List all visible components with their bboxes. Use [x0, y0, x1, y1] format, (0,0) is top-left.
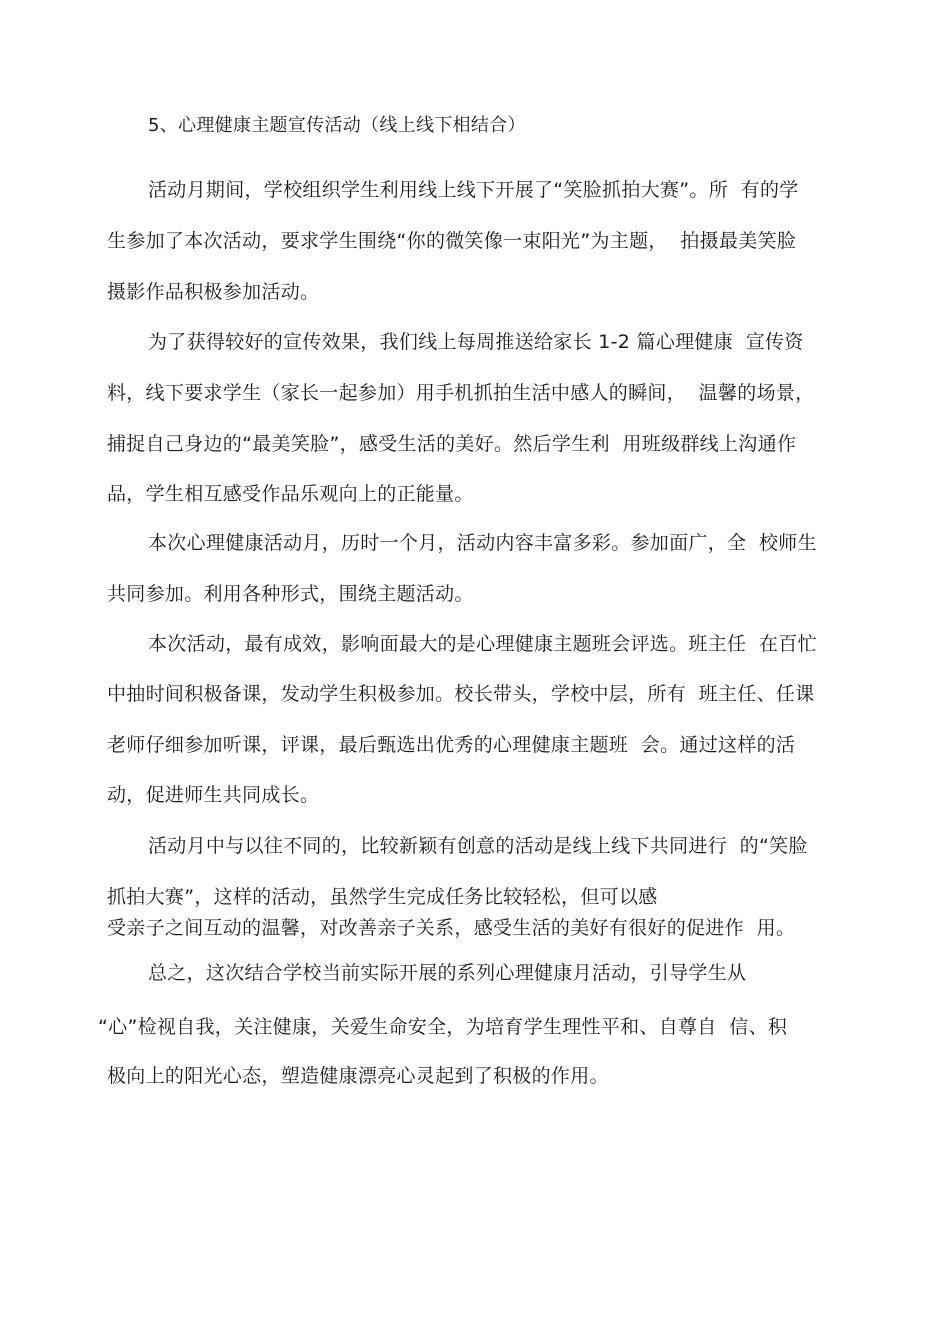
paragraph-line: 动，促进师生共同成长。 [107, 784, 320, 806]
paragraph-line: 活动月期间，学校组织学生利用线上线下开展了“笑脸抓拍大赛”。所 有的学 [148, 179, 799, 201]
paragraph-line: “心”检视自我，关注健康，关爱生命安全，为培育学生理性平和、自尊自 信、积 [98, 1016, 788, 1038]
paragraph-line: 抓拍大赛”，这样的活动，虽然学生完成任务比较轻松，但可以感 [107, 886, 658, 908]
paragraph-line: 为了获得较好的宣传效果，我们线上每周推送给家长 1-2 篇心理健康 宣传资 [148, 331, 804, 353]
paragraph-line: 中抽时间积极备课，发动学生积极参加。校长带头，学校中层，所有 班主任、任课 [107, 683, 815, 705]
paragraph-line: 摄影作品积极参加活动。 [107, 281, 320, 303]
paragraph-line: 品，学生相互感受作品乐观向上的正能量。 [107, 483, 474, 505]
section-heading: 5、心理健康主题宣传活动（线上线下相结合） [148, 115, 526, 136]
paragraph-line: 本次心理健康活动月，历时一个月，活动内容丰富多彩。参加面广，全 校师生 [148, 532, 817, 554]
paragraph-line: 老师仔细参加听课，评课，最后甄选出优秀的心理健康主题班 会。通过这样的活 [107, 734, 796, 756]
paragraph-line: 捕捉自己身边的“最美笑脸”，感受生活的美好。然后学生利 用班级群线上沟通作 [107, 433, 797, 455]
paragraph-line: 本次活动，最有成效，影响面最大的是心理健康主题班会评选。班主任 在百忙 [148, 633, 817, 655]
paragraph-line: 受亲子之间互动的温馨，对改善亲子关系，感受生活的美好有很好的促进作 用。 [107, 917, 796, 939]
paragraph-line: 活动月中与以往不同的，比较新颖有创意的活动是线上线下共同进行 的“笑脸 [148, 835, 808, 857]
paragraph-line: 生参加了本次活动，要求学生围绕“你的微笑像一束阳光”为主题， 拍摄最美笑脸 [107, 230, 797, 252]
paragraph-line: 料，线下要求学生（家长一起参加）用手机抓拍生活中感人的瞬间， 温馨的场景， [107, 382, 815, 404]
paragraph-line: 极向上的阳光心态，塑造健康漂亮心灵起到了积极的作用。 [107, 1065, 609, 1087]
paragraph-line: 总之，这次结合学校当前实际开展的系列心理健康月活动，引导学生从 [148, 962, 747, 984]
paragraph-line: 共同参加。利用各种形式，围绕主题活动。 [107, 583, 474, 605]
